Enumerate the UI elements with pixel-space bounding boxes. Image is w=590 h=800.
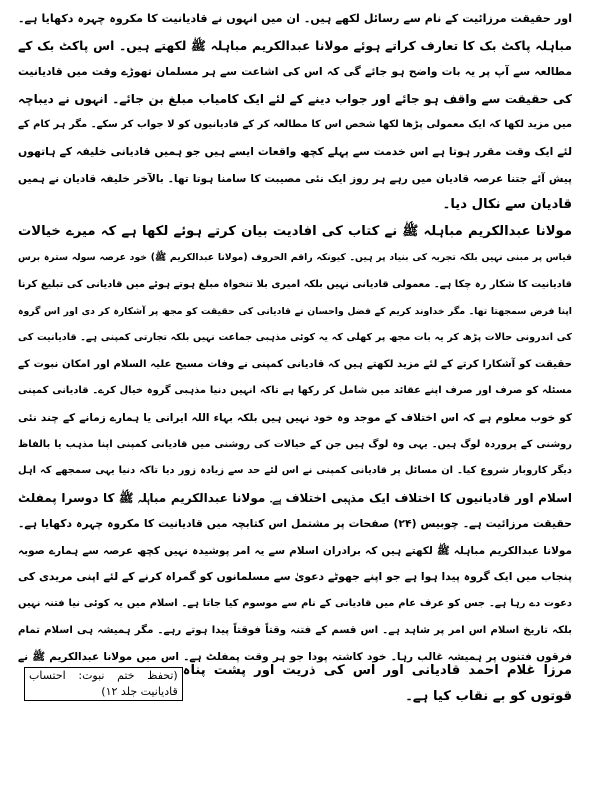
text-line: پیش آئے جتنا عرصہ قادیان میں رہے ہر روز ایک نئی مصیبت کا سامنا ہوتا تھا۔ بالآخر خلیفہ قادیان نے ہمیں bbox=[18, 172, 572, 185]
text-line: فرقوں فتنوں پر ہمیشہ غالب رہا۔ خود کاشتہ پودا جو ہر وقت پمفلٹ ہے۔ اس میں مولانا عبدالکریم ﷺ نے bbox=[18, 651, 572, 664]
final-line-text: مرزا غلام احمد قادیانی اور اس کی ذریت اور پشت پناہ قوتوں کو بے نقاب کیا ہے۔ bbox=[182, 662, 572, 705]
body-text bbox=[18, 6, 572, 705]
text-line: اپنا فرض سمجھتا تھا۔ مگر خداوند کریم کے فضل واحسان نے قادیانی کی حقیقت کو مجھ پر آشکارہ کر دی اور اس گروہ bbox=[18, 305, 572, 317]
text-line: کو خوب معلوم ہے کہ اس اختلاف کے موجد وہ خود نہیں ہیں بلکہ بہاء اللہ ایرانی یا ہمارے زمانے کے چند نئی bbox=[18, 411, 572, 424]
text-line: دعوت دے رہا ہے۔ جس کو عرف عام میں قادیانی کے نام سے موسوم کیا جاتا ہے۔ اسلام میں یہ کوئی نیا فتنہ نہیں bbox=[18, 598, 572, 610]
final-line bbox=[18, 662, 572, 705]
text-line: قیاس پر مبنی نہیں بلکہ تجربہ کی بنیاد پر ہیں۔ کیونکہ راقم الحروف (مولانا عبدالکریم ﷺ) خود عرصہ سولہ سترہ برس bbox=[18, 252, 572, 264]
text-line: روشنی کے پروردہ لوگ ہیں۔ یہی وہ لوگ ہیں جن کے خیالات کی روشنی میں قادیانی کمپنی اپنا مذہب یا بالفاظ bbox=[18, 438, 572, 450]
text-line: اسلام اور قادیانیوں کا اختلاف ایک مذہبی اختلاف ہے۔ مولانا عبدالکریم مباہلہ ﷺ کا دوسرا پمفلٹ bbox=[18, 490, 572, 505]
text-line: میں مزید لکھا کہ ایک معمولی پڑھا لکھا شخص اس کا مطالعہ کر کے قادیانیوں کو لا جواب کر سکے۔ مگر ہر کام کے bbox=[18, 119, 572, 131]
text-line: مسئلہ کو صرف اور صرف اپنے عقائد میں شامل کر رکھا ہے تاکہ انہیں دنیا مذہبی گروہ خیال کرے۔ قادیانی کمپنی bbox=[18, 385, 572, 397]
text-line: دیگر کاروبار شروع کیا۔ ان مسائل پر قادیانی کمپنی نے اس لئے حد سے زیادہ زور دیا تاکہ دنیا یہی سمجھے کہ اہل bbox=[18, 465, 572, 477]
text-line: مباہلہ پاکٹ بک کا تعارف کراتے ہوئے مولانا عبدالکریم مباہلہ ﷺ لکھتے ہیں۔ اس پاکٹ بک کے bbox=[18, 38, 572, 53]
text-line: کی اندرونی حالات پڑھ کر یہ بات مجھ پر کھلی کہ یہ کوئی مذہبی جماعت نہیں بلکہ تجارتی کمپنی ہے۔ قادیانیت کی bbox=[18, 332, 572, 344]
text-line: کی حقیقت سے واقف ہو جائے اور جواب دینے کے لئے ایک کامیاب مبلغ بن جائے۔ انہوں نے دیباچہ bbox=[18, 91, 572, 106]
text-line: بلکہ تاریخ اسلام اس امر پر شاہد ہے۔ اس قسم کے فتنہ وقتاً فوقتاً پیدا ہوتے رہے۔ مگر ہمیشہ ہی اسلام تمام bbox=[18, 624, 572, 636]
text-line: اور حقیقت مرزائیت کے نام سے رسائل لکھے ہیں۔ ان میں انہوں نے قادیانیت کا مکروہ چہرہ دکھایا ہے۔ bbox=[18, 12, 572, 25]
text-line: پنجاب میں ایک گروہ پیدا ہوا ہے جو اپنے جھوٹے دعویٰ سے مسلمانوں کو گمراہ کرنے کے لئے اپنی مریدی کی bbox=[18, 570, 572, 584]
text-line: مولانا عبدالکریم مباہلہ ﷺ نے کتاب کی افادیت بیان کرتے ہوئے لکھا ہے کہ میرے خیالات bbox=[18, 223, 572, 239]
text-line: قادیانیت کا شکار رہ چکا ہے۔ معمولی قادیانی نہیں بلکہ امیری بلا تنخواہ مبلغ ہوتے ہوئے میں قادیانی کی تبلیغ کرنا bbox=[18, 278, 572, 290]
text-line: قادیان سے نکال دیا۔ bbox=[442, 197, 572, 213]
text-line: حقیقت کو آشکارا کرتے کے لئے مزید لکھتے ہیں کہ قادیانی کمپنی نے وفات مسیح علیہ السلام اور امکان نبوت کے bbox=[18, 358, 572, 370]
text-line: حقیقت مرزائیت ہے۔ چوبیس (۲۴) صفحات پر مشتمل اس کتابچہ میں قادیانیت کا مکروہ چہرہ دکھایا ہے۔ bbox=[18, 517, 572, 531]
citation-box: (تحفظ ختم نبوت: احتساب قادیانیت جلد ۱۲) bbox=[24, 667, 183, 701]
text-line: مطالعہ سے آپ پر یہ بات واضح ہو جائے گی کہ اس کی اشاعت سے ہر مسلمان تھوڑے وقت میں قادیانیت bbox=[18, 65, 572, 79]
text-line: مولانا عبدالکریم مباہلہ ﷺ لکھتے ہیں کہ برادران اسلام سے یہ امر پوشیدہ نہیں کچھ عرصہ سے ہمارے صوبہ bbox=[18, 544, 572, 557]
text-line: لئے ایک وقت مقرر ہوتا ہے اس خدمت سے پہلے کچھ واقعات ایسے ہیں جو ہمیں قادیانی خلیفہ کے ہاتھوں bbox=[18, 144, 572, 158]
